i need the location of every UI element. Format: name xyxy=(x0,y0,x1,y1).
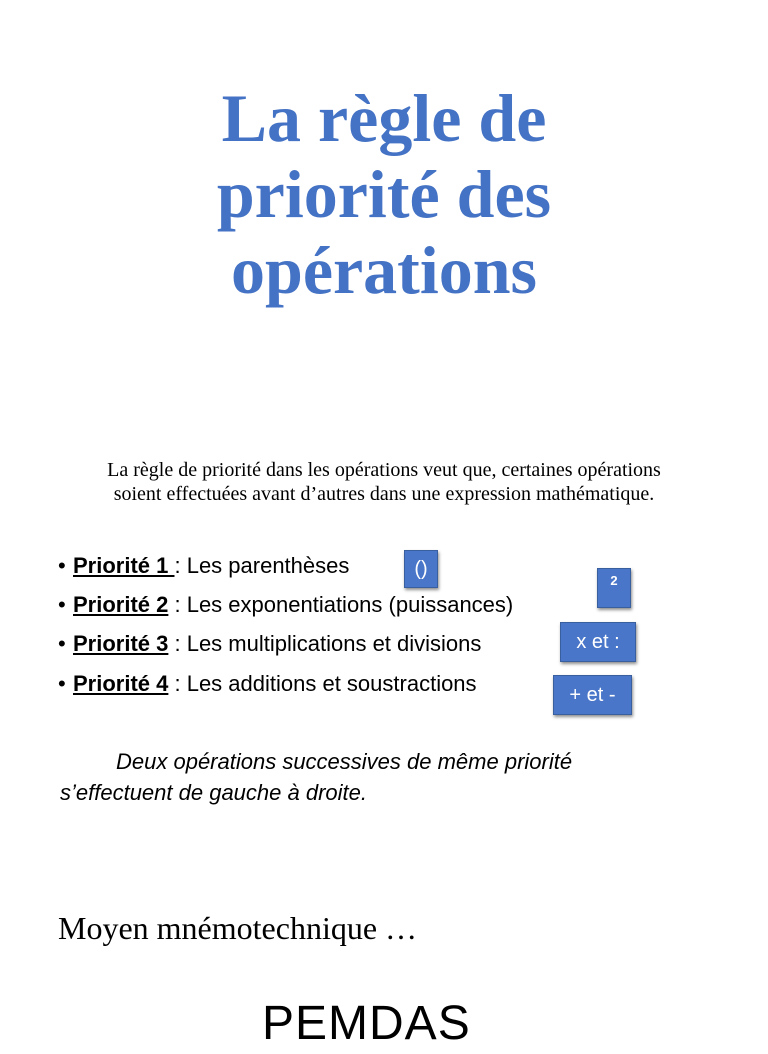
bullet: • xyxy=(58,671,66,696)
intro-paragraph xyxy=(60,458,708,506)
badge-parentheses: () xyxy=(404,550,438,588)
mnemonic-acronym: PEMDAS xyxy=(262,997,471,1050)
bullet: • xyxy=(58,553,66,578)
note-line-2: s’effectuent de gauche à droite. xyxy=(60,780,367,805)
bullet: • xyxy=(58,631,66,656)
rule-text: : Les multiplications et divisions xyxy=(168,631,482,656)
bullet: • xyxy=(58,592,66,617)
title-line-3: opérations xyxy=(231,232,537,308)
rule-priority-2 xyxy=(58,591,513,619)
page-title xyxy=(0,80,768,308)
rule-priority-1 xyxy=(58,552,349,580)
title-line-1: La règle de xyxy=(221,80,547,156)
intro-line-1: La règle de priorité dans les opérations veut que, certaines opérations xyxy=(107,459,661,481)
title-line-2: priorité des xyxy=(216,156,552,232)
rule-priority-4 xyxy=(58,670,477,698)
rule-text: : Les parenthèses xyxy=(174,553,350,578)
rule-label: Priorité 4 xyxy=(73,671,169,696)
rule-label: Priorité 1 xyxy=(73,553,175,578)
rule-label: Priorité 3 xyxy=(73,631,169,656)
badge-addition-subtraction: + et - xyxy=(553,675,632,715)
intro-line-2: soient effectuées avant d’autres dans une expression mathématique. xyxy=(113,483,655,505)
badge-multiplication-division: x et : xyxy=(560,622,636,662)
mnemonic-label: Moyen mnémotechnique … xyxy=(58,910,418,946)
rule-text: : Les additions et soustractions xyxy=(168,671,477,696)
rule-label: Priorité 2 xyxy=(73,592,169,617)
rule-text: : Les exponentiations (puissances) xyxy=(168,592,514,617)
note-paragraph xyxy=(60,746,700,808)
note-line-1: Deux opérations successives de même priorité xyxy=(116,749,573,774)
rule-priority-3 xyxy=(58,630,481,658)
badge-exponent: 2 xyxy=(597,568,631,608)
